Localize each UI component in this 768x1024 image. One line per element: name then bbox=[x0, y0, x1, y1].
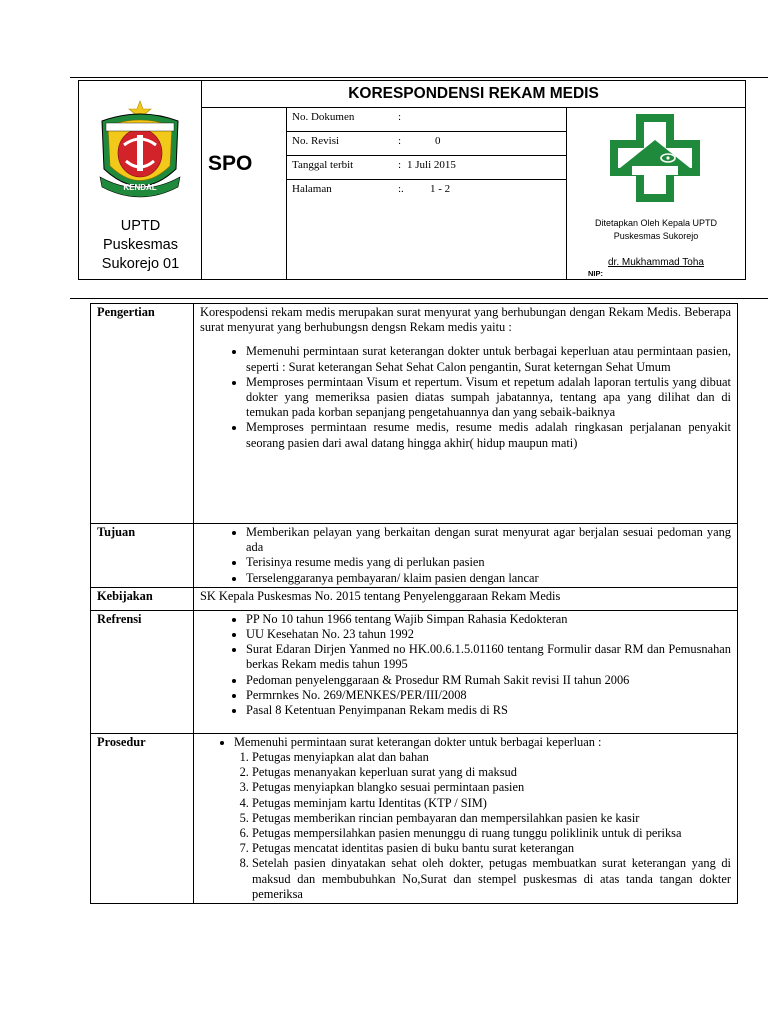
list-item: • Terisinya resume medis yang di perlukan pasien bbox=[246, 555, 731, 570]
list-item: • Permrnkes No. 269/MENKES/PER/III/2008 bbox=[246, 688, 731, 703]
list-item: • Terselenggaranya pembayaran/ klaim pasien dengan lancar bbox=[246, 571, 731, 586]
list-item: • Memproses permintaan resume medis, resume medis adalah ringkasan perjalanan penyakit seorang pasien dari awal datang hingga akhir( hidup maupun mati) bbox=[246, 420, 731, 450]
approval-cell bbox=[567, 108, 745, 279]
list-item: • UU Kesehatan No. 23 tahun 1992 bbox=[246, 627, 731, 642]
prosedur-heading: • Memenuhi permintaan surat keterangan dokter untuk berbagai keperluan : bbox=[234, 735, 731, 750]
head-doctor-name: dr. Mukhammad Toha bbox=[608, 257, 704, 268]
list-item: 1. Petugas menyiapkan alat dan bahan bbox=[252, 750, 731, 765]
top-rule bbox=[70, 77, 768, 78]
document-title: KORESPONDENSI REKAM MEDIS bbox=[202, 81, 745, 108]
list-item: • Pasal 8 Ketentuan Penyimpanan Rekam medis di RS bbox=[246, 703, 731, 718]
content-pengertian bbox=[194, 304, 738, 524]
row-kebijakan bbox=[91, 587, 738, 610]
nip-label: NIP: bbox=[588, 269, 603, 278]
approval-statement: Ditetapkan Oleh Kepala UPTD Puskesmas Sukorejo bbox=[594, 218, 718, 241]
pengertian-intro: Korespodensi rekam medis merupakan surat menyurat yang berhubungan dengan Rekam Medis. Beberapa surat menyurat yang berhubungsn dengsn Rekam medis yaitu : bbox=[200, 305, 731, 335]
label-tujuan: Tujuan bbox=[91, 524, 194, 588]
list-item: 6. Petugas mempersilahkan pasien menunggu di ruang tunggu poliklinik untuk di periksa bbox=[252, 826, 731, 841]
document-header bbox=[78, 80, 746, 280]
logo-cell bbox=[79, 81, 202, 279]
refrensi-list bbox=[200, 612, 731, 718]
section-rule bbox=[70, 298, 768, 299]
label-kebijakan: Kebijakan bbox=[91, 587, 194, 610]
list-item: 4. Petugas meminjam kartu Identitas (KTP / SIM) bbox=[252, 796, 731, 811]
list-item: • Memenuhi permintaan surat keterangan dokter untuk berbagai keperluan atau permintaan pasien, seperti : Surat keterangan Sehat Sehat Calon pengantin, Surat keterngan Sehat Umum bbox=[246, 344, 731, 374]
meta-row-issue-date: Tanggal terbit : 1 Juli 2015 bbox=[287, 156, 566, 180]
content-tujuan bbox=[194, 524, 738, 588]
prosedur-heading-list bbox=[200, 735, 731, 750]
content-prosedur bbox=[194, 733, 738, 903]
spo-label: SPO bbox=[202, 108, 287, 279]
list-item: 3. Petugas menyiapkan blangko sesuai permintaan pasien bbox=[252, 780, 731, 795]
list-item: 5. Petugas memberikan rincian pembayaran dan mempersilahkan pasien ke kasir bbox=[252, 811, 731, 826]
content-kebijakan: SK Kepala Puskesmas No. 2015 tentang Penyelenggaraan Rekam Medis bbox=[194, 587, 738, 610]
label-pengertian: Pengertian bbox=[91, 304, 194, 524]
row-pengertian bbox=[91, 304, 738, 524]
row-refrensi bbox=[91, 610, 738, 733]
list-item: 8. Setelah pasien dinyatakan sehat oleh dokter, petugas membuatkan surat keterangan yang di maksud dan membubuhkan No,Surat dan stempel puskesmas di atas tanda tangan dokter pemeriksa bbox=[252, 856, 731, 902]
puskesmas-logo-icon bbox=[596, 110, 714, 206]
list-item: • PP No 10 tahun 1966 tentang Wajib Simpan Rahasia Kedokteran bbox=[246, 612, 731, 627]
row-prosedur bbox=[91, 733, 738, 903]
organization-name: UPTD Puskesmas Sukorejo 01 bbox=[101, 218, 180, 272]
meta-row-page: Halaman :. 1 - 2 bbox=[292, 183, 451, 195]
logo-banner-text: KENDAL bbox=[123, 183, 157, 192]
list-item: • Pedoman penyelenggaraan & Prosedur RM Rumah Sakit revisi II tahun 2006 bbox=[246, 673, 731, 688]
list-item: • Surat Edaran Dirjen Yanmed no HK.00.6.1.5.01160 tentang Formulir dasar RM dan Pemusnahan berkas Rekam medis tahun 1995 bbox=[246, 642, 731, 672]
procedure-table bbox=[90, 303, 738, 904]
content-refrensi bbox=[194, 610, 738, 733]
kendal-regency-emblem-icon bbox=[94, 99, 186, 207]
list-item: • Memproses permintaan Visum et repertum. Visum et repetum adalah laporan tertulis yang dibuat dokter yang memeriksa pasien diatas sumpah jabatannya, tentang apa yang dilihat dan di temukan pada korban sepanjang pengetahuannya dan yang sebaik-baiknya bbox=[246, 375, 731, 421]
list-item: • Memberikan pelayan yang berkaitan dengan surat menyurat agar berjalan sesuai pedoman yang ada bbox=[246, 525, 731, 555]
prosedur-steps bbox=[200, 750, 731, 902]
label-prosedur: Prosedur bbox=[91, 733, 194, 903]
list-item: 2. Petugas menanyakan keperluan surat yang di maksud bbox=[252, 765, 731, 780]
label-refrensi: Refrensi bbox=[91, 610, 194, 733]
meta-row-document-number: No. Dokumen : bbox=[287, 108, 566, 132]
row-tujuan bbox=[91, 524, 738, 588]
list-item: 7. Petugas mencatat identitas pasien di buku bantu surat keterangan bbox=[252, 841, 731, 856]
pengertian-list bbox=[200, 344, 731, 450]
tujuan-list bbox=[200, 525, 731, 586]
document-meta bbox=[287, 108, 566, 204]
meta-row-revision: No. Revisi : 0 bbox=[287, 132, 566, 156]
